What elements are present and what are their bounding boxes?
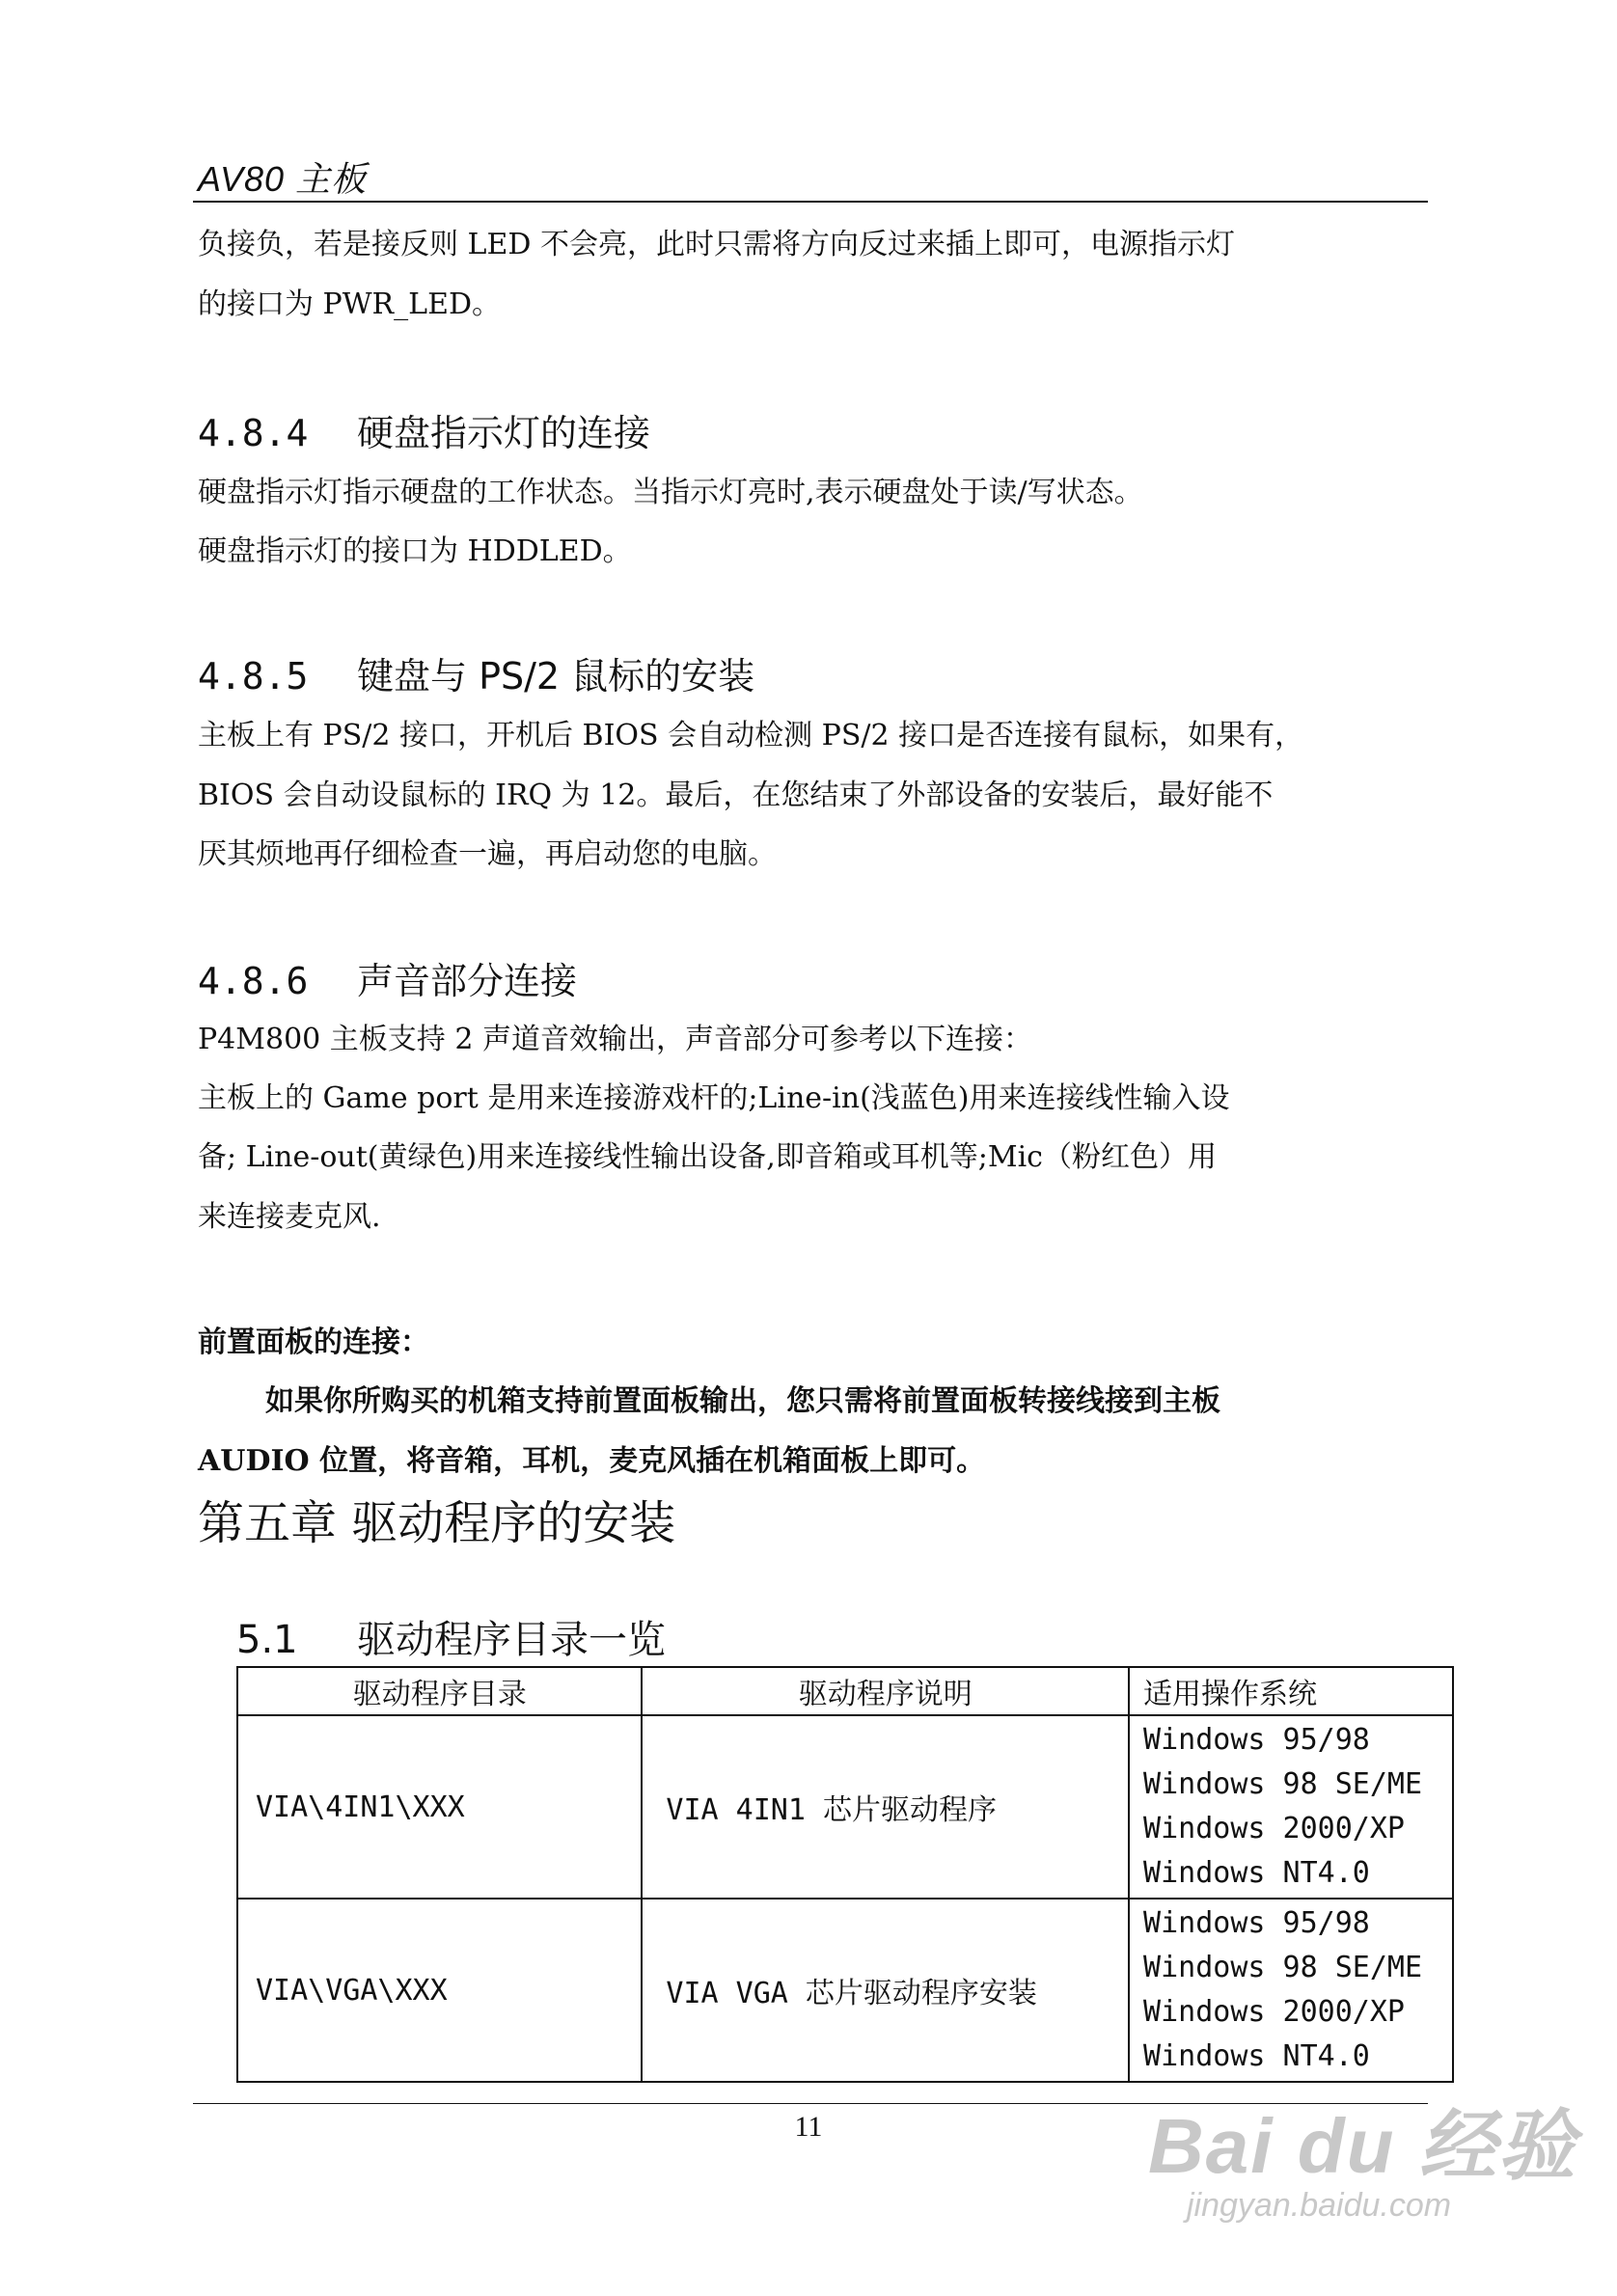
front-panel-line-2: AUDIO 位置，将音箱，耳机，麦克风插在机箱面板上即可。 bbox=[198, 1444, 986, 1478]
section-heading-4-8-5 bbox=[198, 646, 754, 699]
intro-line-1: 负接负，若是接反则 LED 不会亮，此时只需将方向反过来插上即可，电源指示灯 bbox=[198, 228, 1235, 261]
section-title: 键盘与 PS/2 鼠标的安装 bbox=[357, 655, 755, 697]
table-header-row bbox=[237, 1667, 1453, 1715]
driver-directory: VIA\4IN1\XXX bbox=[237, 1715, 642, 1899]
section-title: 驱动程序目录一览 bbox=[357, 1618, 666, 1662]
section-heading-5-1 bbox=[236, 1609, 666, 1664]
column-header-os: 适用操作系统 bbox=[1129, 1667, 1453, 1715]
s485-line-3: 厌其烦地再仔细检查一遍，再启动您的电脑。 bbox=[198, 837, 777, 871]
section-title: 声音部分连接 bbox=[357, 960, 578, 1002]
supported-os bbox=[1129, 1715, 1453, 1899]
os-item: Windows 98 SE/ME bbox=[1143, 1951, 1423, 1984]
section-number: 4.8.4 bbox=[198, 412, 309, 454]
s486-line-4: 来连接麦克风. bbox=[198, 1200, 381, 1234]
watermark-logo: Bai du 经验 bbox=[1148, 2103, 1577, 2189]
os-item: Windows 2000/XP bbox=[1143, 1995, 1405, 2029]
os-item: Windows 2000/XP bbox=[1143, 1812, 1405, 1845]
column-header-description: 驱动程序说明 bbox=[642, 1667, 1129, 1715]
s486-line-1: P4M800 主板支持 2 声道音效输出，声音部分可参考以下连接： bbox=[198, 1023, 1032, 1056]
s485-line-2: BIOS 会自动设鼠标的 IRQ 为 12。最后，在您结束了外部设备的安装后，最好能不 bbox=[198, 779, 1274, 812]
page-number: 11 bbox=[794, 2111, 823, 2143]
section-number: 5.1 bbox=[236, 1618, 298, 1662]
column-header-directory: 驱动程序目录 bbox=[237, 1667, 642, 1715]
front-panel-line-1: 如果你所购买的机箱支持前置面板输出，您只需将前置面板转接线接到主板 bbox=[265, 1384, 1220, 1418]
front-panel-title: 前置面板的连接： bbox=[198, 1326, 429, 1359]
os-item: Windows 95/98 bbox=[1143, 1906, 1370, 1940]
os-item: Windows NT4.0 bbox=[1143, 1856, 1370, 1890]
section-heading-4-8-6 bbox=[198, 951, 577, 1004]
section-title: 硬盘指示灯的连接 bbox=[357, 412, 651, 454]
s485-line-1: 主板上有 PS/2 接口，开机后 BIOS 会自动检测 PS/2 接口是否连接有鼠标，如果有， bbox=[198, 719, 1304, 752]
header-rule bbox=[193, 201, 1428, 203]
supported-os bbox=[1129, 1899, 1453, 2082]
watermark-url: jingyan.baidu.com bbox=[1187, 2187, 1452, 2224]
os-item: Windows 95/98 bbox=[1143, 1723, 1370, 1757]
driver-description: VIA 4IN1 芯片驱动程序 bbox=[642, 1715, 1129, 1899]
section-number: 4.8.6 bbox=[198, 960, 309, 1002]
table-row bbox=[237, 1899, 1453, 2082]
running-header: AV80 主板 bbox=[198, 159, 368, 199]
driver-table bbox=[236, 1666, 1454, 2083]
os-item: Windows NT4.0 bbox=[1143, 2039, 1370, 2073]
os-item: Windows 98 SE/ME bbox=[1143, 1767, 1423, 1801]
chapter-title: 第五章 驱动程序的安装 bbox=[198, 1496, 676, 1550]
section-number: 4.8.5 bbox=[198, 655, 309, 697]
section-heading-4-8-4 bbox=[198, 403, 650, 456]
s486-line-3: 备; Line-out(黄绿色)用来连接线性输出设备,即音箱或耳机等;Mic（粉红色）用 bbox=[198, 1140, 1217, 1174]
s484-line-1: 硬盘指示灯指示硬盘的工作状态。当指示灯亮时,表示硬盘处于读/写状态。 bbox=[198, 476, 1143, 509]
s486-line-2: 主板上的 Game port 是用来连接游戏杆的;Line-in(浅蓝色)用来连接线性输入设 bbox=[198, 1081, 1230, 1115]
watermark bbox=[1148, 2084, 1577, 2225]
table-row bbox=[237, 1715, 1453, 1899]
driver-directory: VIA\VGA\XXX bbox=[237, 1899, 642, 2082]
s484-line-2: 硬盘指示灯的接口为 HDDLED。 bbox=[198, 534, 632, 568]
driver-description: VIA VGA 芯片驱动程序安装 bbox=[642, 1899, 1129, 2082]
intro-line-2: 的接口为 PWR_LED。 bbox=[198, 287, 502, 321]
